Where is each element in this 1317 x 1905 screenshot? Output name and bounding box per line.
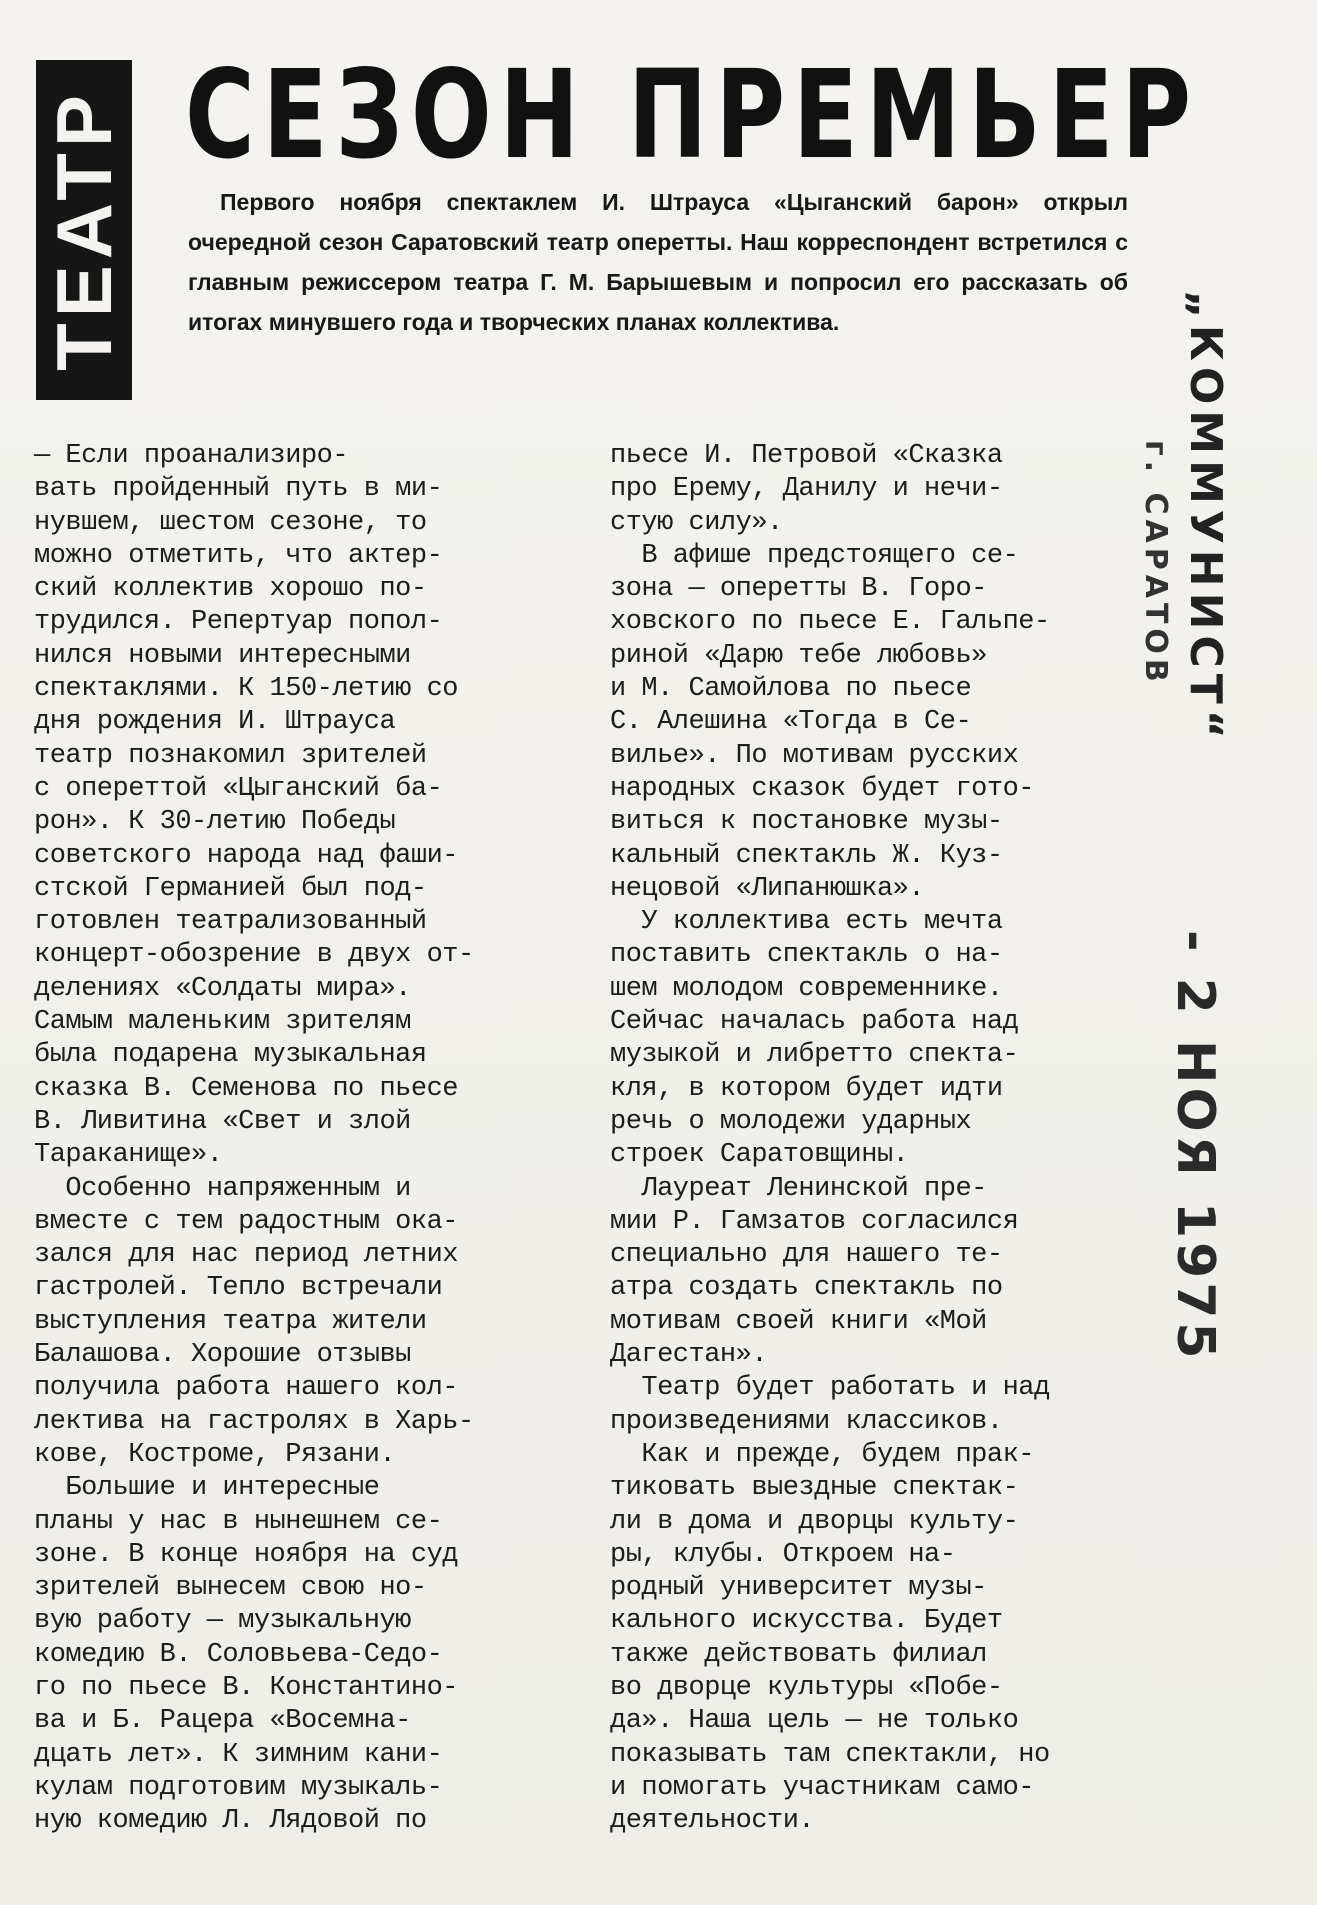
article-line: нился новыми интересными <box>34 640 411 671</box>
article-line: кальный спектакль Ж. Куз- <box>610 840 1003 871</box>
article-line: пьесе И. Петровой «Сказка <box>610 441 1003 471</box>
rubric-label: ТЕАТР <box>40 89 129 371</box>
article-line: показывать там спектакли, но <box>610 1739 1050 1770</box>
article-line: во дворце культуры «Побе- <box>610 1672 1003 1703</box>
article-line: и М. Самойлова по пьесе <box>610 674 972 705</box>
article-line: лектива на гастролях в Харь- <box>34 1406 474 1437</box>
city-stamp: г. САРАТОВ <box>1138 440 1173 687</box>
article-line: специально для нашего те- <box>610 1240 1003 1271</box>
article-line: го по пьесе В. Константино- <box>34 1672 458 1703</box>
article-line: вать пройденный путь в ми- <box>34 474 443 505</box>
article-line: мотивам своей книги «Мой <box>610 1306 987 1337</box>
article-line: зрителей вынесем свою но- <box>34 1573 427 1604</box>
date-stamp: - 2 НОЯ 1975 <box>1165 930 1225 1363</box>
article-line: У коллектива есть мечта <box>610 907 1003 938</box>
article-line: стую силу». <box>610 507 783 538</box>
article-line: выступления театра жители <box>34 1306 427 1337</box>
article-line: Балашова. Хорошие отзывы <box>34 1340 411 1371</box>
headline: СЕЗОН ПРЕМЬЕР <box>185 44 1199 186</box>
article-line: трудился. Репертуар попол- <box>34 607 443 638</box>
article-line: кального искусства. Будет <box>610 1606 1003 1637</box>
article-line: Тараканище». <box>34 1140 223 1171</box>
article-line: ли в дома и дворцы культу- <box>610 1506 1019 1537</box>
article-line: вилье». По мотивам русских <box>610 740 1019 771</box>
article-line: мии Р. Гамзатов согласился <box>610 1206 1019 1237</box>
article-line: зоне. В конце ноября на суд <box>34 1539 458 1570</box>
article-line: В. Ливитина «Свет и злой <box>34 1106 411 1137</box>
article-line: нецовой «Липанюшка». <box>610 873 925 904</box>
article-line: да». Наша цель — не только <box>610 1706 1019 1737</box>
article-line: также действовать филиал <box>610 1639 987 1670</box>
article-line: гастролей. Тепло встречали <box>34 1273 443 1304</box>
article-line: Особенно напряженным и <box>34 1173 411 1204</box>
article-line: ры, клубы. Откроем на- <box>610 1539 956 1570</box>
article-line: дцать лет». К зимним кани- <box>34 1739 443 1770</box>
article-line: вую работу — музыкальную <box>34 1606 411 1637</box>
article-line: Как и прежде, будем прак- <box>610 1439 1034 1470</box>
article-line: была подарена музыкальная <box>34 1040 427 1071</box>
article-line: В афише предстоящего се- <box>610 540 1019 571</box>
article-line: Большие и интересные <box>34 1473 380 1504</box>
article-line: тиковать выездные спектак- <box>610 1473 1019 1504</box>
article-line: — Если проанализиро- <box>34 441 349 471</box>
article-line: ский коллектив хорошо по- <box>34 574 427 605</box>
article-line: комедию В. Соловьева-Седо- <box>34 1639 443 1670</box>
article-line: риной «Дарю тебе любовь» <box>610 640 987 671</box>
article-line: нувшем, шестом сезоне, то <box>34 507 427 538</box>
article-line: народных сказок будет гото- <box>610 773 1034 804</box>
article-line: С. Алешина «Тогда в Се- <box>610 707 972 738</box>
article-line: Театр будет работать и над <box>610 1373 1050 1404</box>
article-line: театр познакомил зрителей <box>34 740 427 771</box>
article-line: концерт-обозрение в двух от- <box>34 940 474 971</box>
article-column-left <box>34 440 594 1838</box>
article-line: стской Германией был под- <box>34 873 427 904</box>
article-line: и помогать участникам само- <box>610 1772 1034 1803</box>
article-line: виться к постановке музы- <box>610 807 1003 838</box>
article-line: Самым маленьким зрителям <box>34 1007 411 1038</box>
article-line: кулам подготовим музыкаль- <box>34 1772 443 1803</box>
rubric-block <box>36 60 132 400</box>
article-line: атра создать спектакль по <box>610 1273 1003 1304</box>
article-line: дня рождения И. Штрауса <box>34 707 396 738</box>
article-line: произведениями классиков. <box>610 1406 1003 1437</box>
article-line: Сейчас началась работа над <box>610 1007 1019 1038</box>
article-line: кове, Костроме, Рязани. <box>34 1439 396 1470</box>
article-line: музыкой и либретто спекта- <box>610 1040 1019 1071</box>
article-line: получила работа нашего кол- <box>34 1373 458 1404</box>
article-line: строек Саратовщины. <box>610 1140 909 1171</box>
article-line: можно отметить, что актер- <box>34 540 443 571</box>
article-line: ную комедию Л. Лядовой по <box>34 1806 427 1837</box>
article-line: вместе с тем радостным ока- <box>34 1206 458 1237</box>
article-line: готовлен театрализованный <box>34 907 427 938</box>
article-line: сказка В. Семенова по пьесе <box>34 1073 458 1104</box>
article-line: планы у нас в нынешнем се- <box>34 1506 443 1537</box>
article-line: Лауреат Ленинской пре- <box>610 1173 987 1204</box>
lead-paragraph: Первого ноября спектаклем И. Штрауса «Цыганский барон» открыл очередной сезон Саратовский театр оперетты. Наш корреспондент встретился с главным режиссером театра Г. М. Барышевым и попросил его рассказать об итогах минувшего года и творческих планах коллектива. <box>188 189 1128 335</box>
article-line: ховского по пьесе Е. Гальпе- <box>610 607 1050 638</box>
article-line: ва и Б. Рацера «Восемна- <box>34 1706 411 1737</box>
article-line: шем молодом современнике. <box>610 973 1003 1004</box>
newspaper-name-stamp: „КОММУНИСТ“ <box>1180 290 1231 745</box>
article-line: деятельности. <box>610 1806 815 1837</box>
article-line: зона — оперетты В. Горо- <box>610 574 987 605</box>
article-line: Дагестан». <box>610 1340 768 1371</box>
article-line: про Ерему, Данилу и нечи- <box>610 474 1003 505</box>
article-line: советского народа над фаши- <box>34 840 458 871</box>
article-line: поставить спектакль о на- <box>610 940 1003 971</box>
article-line: речь о молодежи ударных <box>610 1106 972 1137</box>
article-line: делениях «Солдаты мира». <box>34 973 411 1004</box>
article-column-right <box>610 440 1140 1838</box>
article-line: кля, в котором будет идти <box>610 1073 1003 1104</box>
article-line: спектаклями. К 150-летию со <box>34 674 458 705</box>
article-line: рон». К 30-летию Победы <box>34 807 396 838</box>
article-line: с опереттой «Цыганский ба- <box>34 773 443 804</box>
article-line: зался для нас период летних <box>34 1240 458 1271</box>
article-line: родный университет музы- <box>610 1573 987 1604</box>
